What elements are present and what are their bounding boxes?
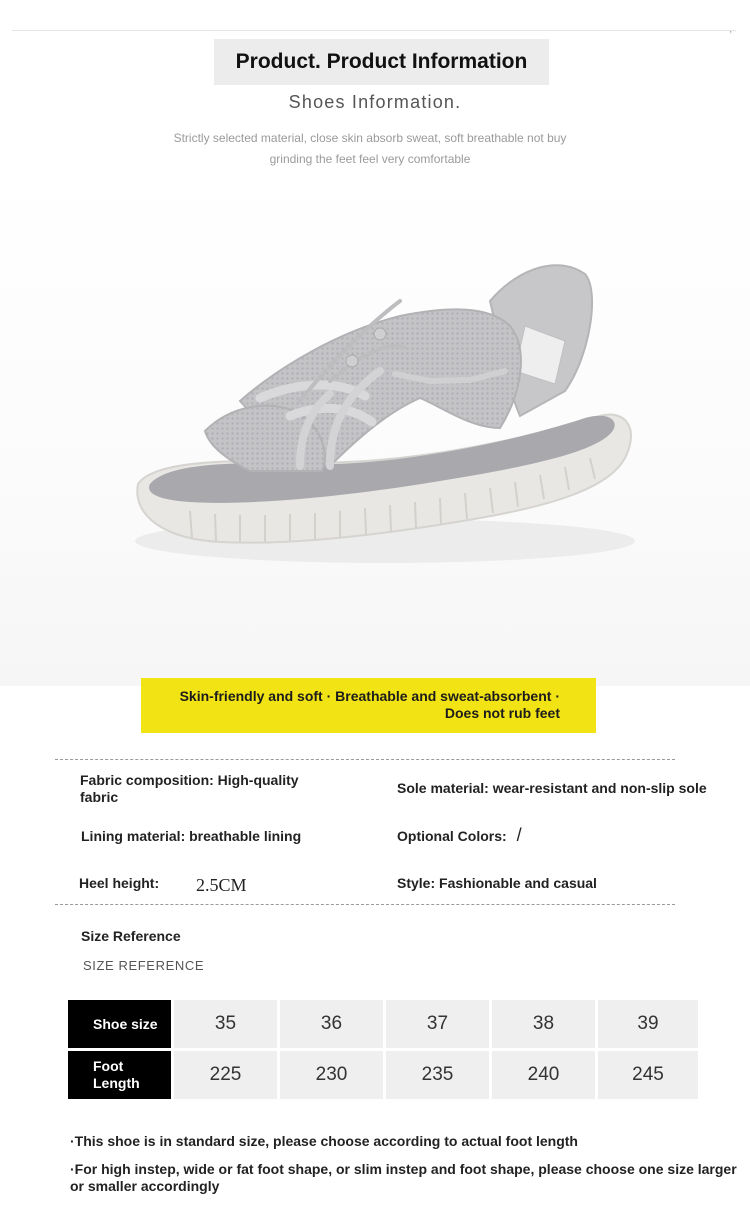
table-cell-shoe-size: 35 xyxy=(174,1000,277,1048)
tagline-line-1: Strictly selected material, close skin absorb sweat, soft breathable not buy xyxy=(173,131,567,145)
spec-sole: Sole material: wear-resistant and non-slip sole xyxy=(397,780,707,796)
tagline xyxy=(120,128,620,170)
size-reference-title-en: SIZE REFERENCE xyxy=(83,958,205,973)
spec-heel-label: Heel height: xyxy=(79,875,160,891)
table-cell-shoe-size: 39 xyxy=(598,1000,698,1048)
feature-banner xyxy=(141,678,596,733)
tagline-line-2: grinding the feet feel very comfortable xyxy=(269,152,471,166)
table-row-header-shoe-size: Shoe size xyxy=(68,1000,171,1048)
feature-banner-line-2: Does not rub feet xyxy=(444,705,560,721)
table-cell-shoe-size: 38 xyxy=(492,1000,595,1048)
table-cell-foot-length: 235 xyxy=(386,1051,489,1099)
spec-colors-value: / xyxy=(516,825,522,845)
corner-mark: , xyxy=(729,24,732,34)
spec-heel-value: 2.5CM xyxy=(196,875,247,895)
table-cell-foot-length: 240 xyxy=(492,1051,595,1099)
table-cell-foot-length: 245 xyxy=(598,1051,698,1099)
size-note-2-line-2: or smaller accordingly xyxy=(70,1178,220,1194)
foot-length-label-line-1: Foot xyxy=(93,1058,124,1074)
spec-fabric-line-2: fabric xyxy=(80,789,119,805)
size-reference-title: Size Reference xyxy=(81,928,181,944)
table-cell-shoe-size: 37 xyxy=(386,1000,489,1048)
spec-divider-bottom xyxy=(55,904,675,905)
spec-fabric xyxy=(80,772,299,806)
size-note-2 xyxy=(70,1161,737,1195)
product-photo xyxy=(0,166,750,686)
table-cell-shoe-size: 36 xyxy=(280,1000,383,1048)
spec-style: Style: Fashionable and casual xyxy=(397,875,597,891)
page-title xyxy=(214,39,549,85)
section-subtitle: Shoes Information. xyxy=(288,92,462,112)
spec-fabric-line-1: Fabric composition: High-quality xyxy=(80,772,299,788)
spec-colors-label: Optional Colors: xyxy=(397,828,507,844)
spec-colors xyxy=(397,827,522,845)
size-note-1: ·This shoe is in standard size, please choose according to actual foot length xyxy=(70,1133,578,1149)
sandal-icon xyxy=(0,166,750,686)
feature-banner-line-1: Skin-friendly and soft · Breathable and sweat-absorbent · xyxy=(179,688,560,704)
page-title-text: Product. Product Information xyxy=(235,50,528,73)
size-note-2-line-1: ·For high instep, wide or fat foot shape, or slim instep and foot shape, please choose one size larger xyxy=(70,1161,737,1177)
table-cell-foot-length: 230 xyxy=(280,1051,383,1099)
foot-length-label-line-2: Length xyxy=(93,1075,140,1091)
spec-lining: Lining material: breathable lining xyxy=(81,828,302,844)
table-cell-foot-length: 225 xyxy=(174,1051,277,1099)
table-row-header-foot-length xyxy=(68,1051,171,1099)
spec-divider-top xyxy=(55,759,675,760)
top-divider xyxy=(12,30,736,31)
